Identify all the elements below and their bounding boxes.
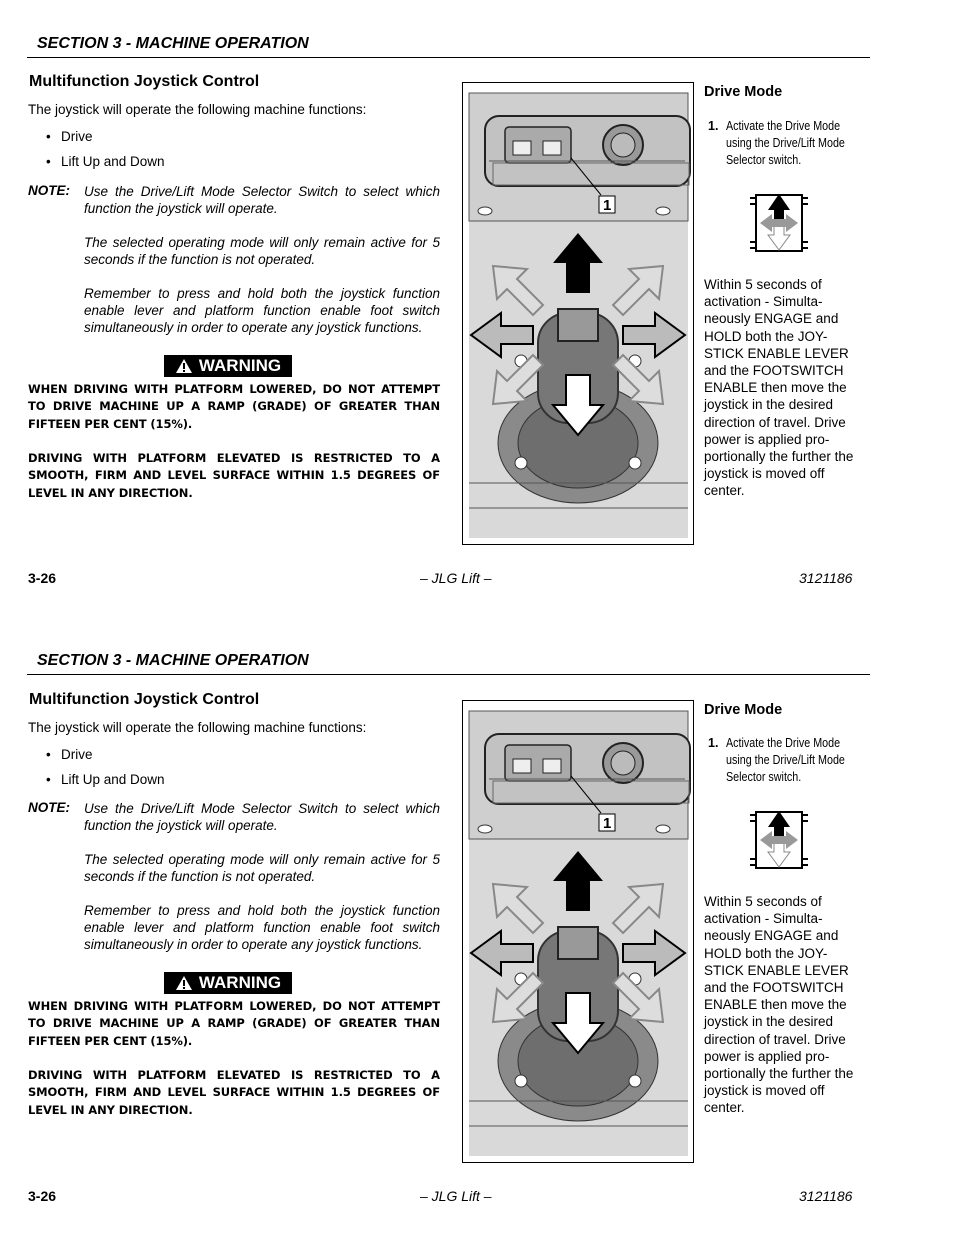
note-label: NOTE:: [28, 183, 70, 198]
warning-label: WARNING: [198, 973, 282, 992]
document-number: 3121186: [799, 1188, 853, 1204]
step-text: Activate the Drive Mode using the Drive/Lift Mode Selector switch.: [726, 736, 845, 784]
document-number: 3121186: [799, 570, 853, 586]
warning-triangle-icon: [175, 358, 193, 374]
drive-mode-description: Within 5 seconds of activation - Simulta-neously ENGAGE and HOLD both the JOY-STICK ENABLE LEVER and the FOOTSWITCH ENABLE then move the joystick in the desired direction of travel. Drive power is applied pro-portionally the further the joystick is moved off center.: [704, 277, 854, 499]
footer-center: – JLG Lift –: [420, 1188, 492, 1204]
note-paragraph: Remember to press and hold both the joystick function enable lever and platform function enable foot switch simultaneously in order to operate any joystick functions.: [84, 903, 440, 952]
note-paragraph: The selected operating mode will only remain active for 5 seconds if the function is not operated.: [84, 852, 440, 884]
section-title: SECTION 3 - MACHINE OPERATION: [37, 35, 309, 52]
page-number: 3-26: [28, 570, 57, 586]
warning-banner: [164, 355, 292, 377]
step-text: Activate the Drive Mode using the Drive/Lift Mode Selector switch.: [726, 119, 845, 167]
joystick-control-illustration: [463, 701, 693, 1162]
drive-mode-icon: [748, 190, 810, 256]
section-title: SECTION 3 - MACHINE OPERATION: [37, 652, 309, 669]
drive-mode-icon: [748, 807, 810, 873]
bullet-item: • Lift Up and Down: [46, 154, 165, 169]
bullet-item: • Drive: [46, 747, 93, 762]
note-paragraph: Use the Drive/Lift Mode Selector Switch to select which function the joystick will operate.: [84, 184, 440, 216]
step-number: 1.: [708, 736, 719, 750]
drive-mode-heading: Drive Mode: [704, 84, 783, 100]
page-number: 3-26: [28, 1188, 57, 1204]
joystick-figure: [462, 700, 694, 1163]
section-rule: [27, 57, 870, 58]
intro-text: The joystick will operate the following machine functions:: [28, 720, 367, 735]
note-label: NOTE:: [28, 800, 70, 815]
note-paragraph: Use the Drive/Lift Mode Selector Switch to select which function the joystick will operate.: [84, 801, 440, 833]
intro-text: The joystick will operate the following machine functions:: [28, 102, 367, 117]
warning-triangle-icon: [175, 975, 193, 991]
note-paragraph: Remember to press and hold both the joystick function enable lever and platform function enable foot switch simultaneously in order to operate any joystick functions.: [84, 286, 440, 335]
footer-center: – JLG Lift –: [420, 570, 492, 586]
bullet-item: • Lift Up and Down: [46, 772, 165, 787]
section-rule: [27, 674, 870, 675]
manual-page-2: [0, 617, 954, 1235]
joystick-figure: [462, 82, 694, 545]
warning-paragraph: DRIVING WITH PLATFORM ELEVATED IS RESTRICTED TO A SMOOTH, FIRM AND LEVEL SURFACE WITHIN 1.5 DEGREES OF LEVEL IN ANY DIRECTION.: [28, 1068, 440, 1117]
page-heading: Multifunction Joystick Control: [29, 73, 260, 90]
step-number: 1.: [708, 119, 719, 133]
note-paragraph: The selected operating mode will only remain active for 5 seconds if the function is not operated.: [84, 235, 440, 267]
warning-banner: [164, 972, 292, 994]
callout-number: 1: [603, 815, 612, 832]
warning-paragraph: DRIVING WITH PLATFORM ELEVATED IS RESTRICTED TO A SMOOTH, FIRM AND LEVEL SURFACE WITHIN 1.5 DEGREES OF LEVEL IN ANY DIRECTION.: [28, 451, 440, 500]
drive-mode-heading: Drive Mode: [704, 702, 783, 718]
drive-mode-description: Within 5 seconds of activation - Simulta-neously ENGAGE and HOLD both the JOY-STICK ENABLE LEVER and the FOOTSWITCH ENABLE then move the joystick in the desired direction of travel. Drive power is applied pro-portionally the further the joystick is moved off center.: [704, 894, 854, 1116]
page-heading: Multifunction Joystick Control: [29, 691, 260, 708]
warning-paragraph: WHEN DRIVING WITH PLATFORM LOWERED, DO NOT ATTEMPT TO DRIVE MACHINE UP A RAMP (GRADE) OF GREATER THAN FIFTEEN PER CENT (15%).: [28, 999, 440, 1048]
callout-number: 1: [603, 197, 612, 214]
bullet-item: • Drive: [46, 129, 93, 144]
warning-paragraph: WHEN DRIVING WITH PLATFORM LOWERED, DO NOT ATTEMPT TO DRIVE MACHINE UP A RAMP (GRADE) OF GREATER THAN FIFTEEN PER CENT (15%).: [28, 382, 440, 431]
warning-label: WARNING: [198, 356, 282, 375]
joystick-control-illustration: [463, 83, 693, 544]
